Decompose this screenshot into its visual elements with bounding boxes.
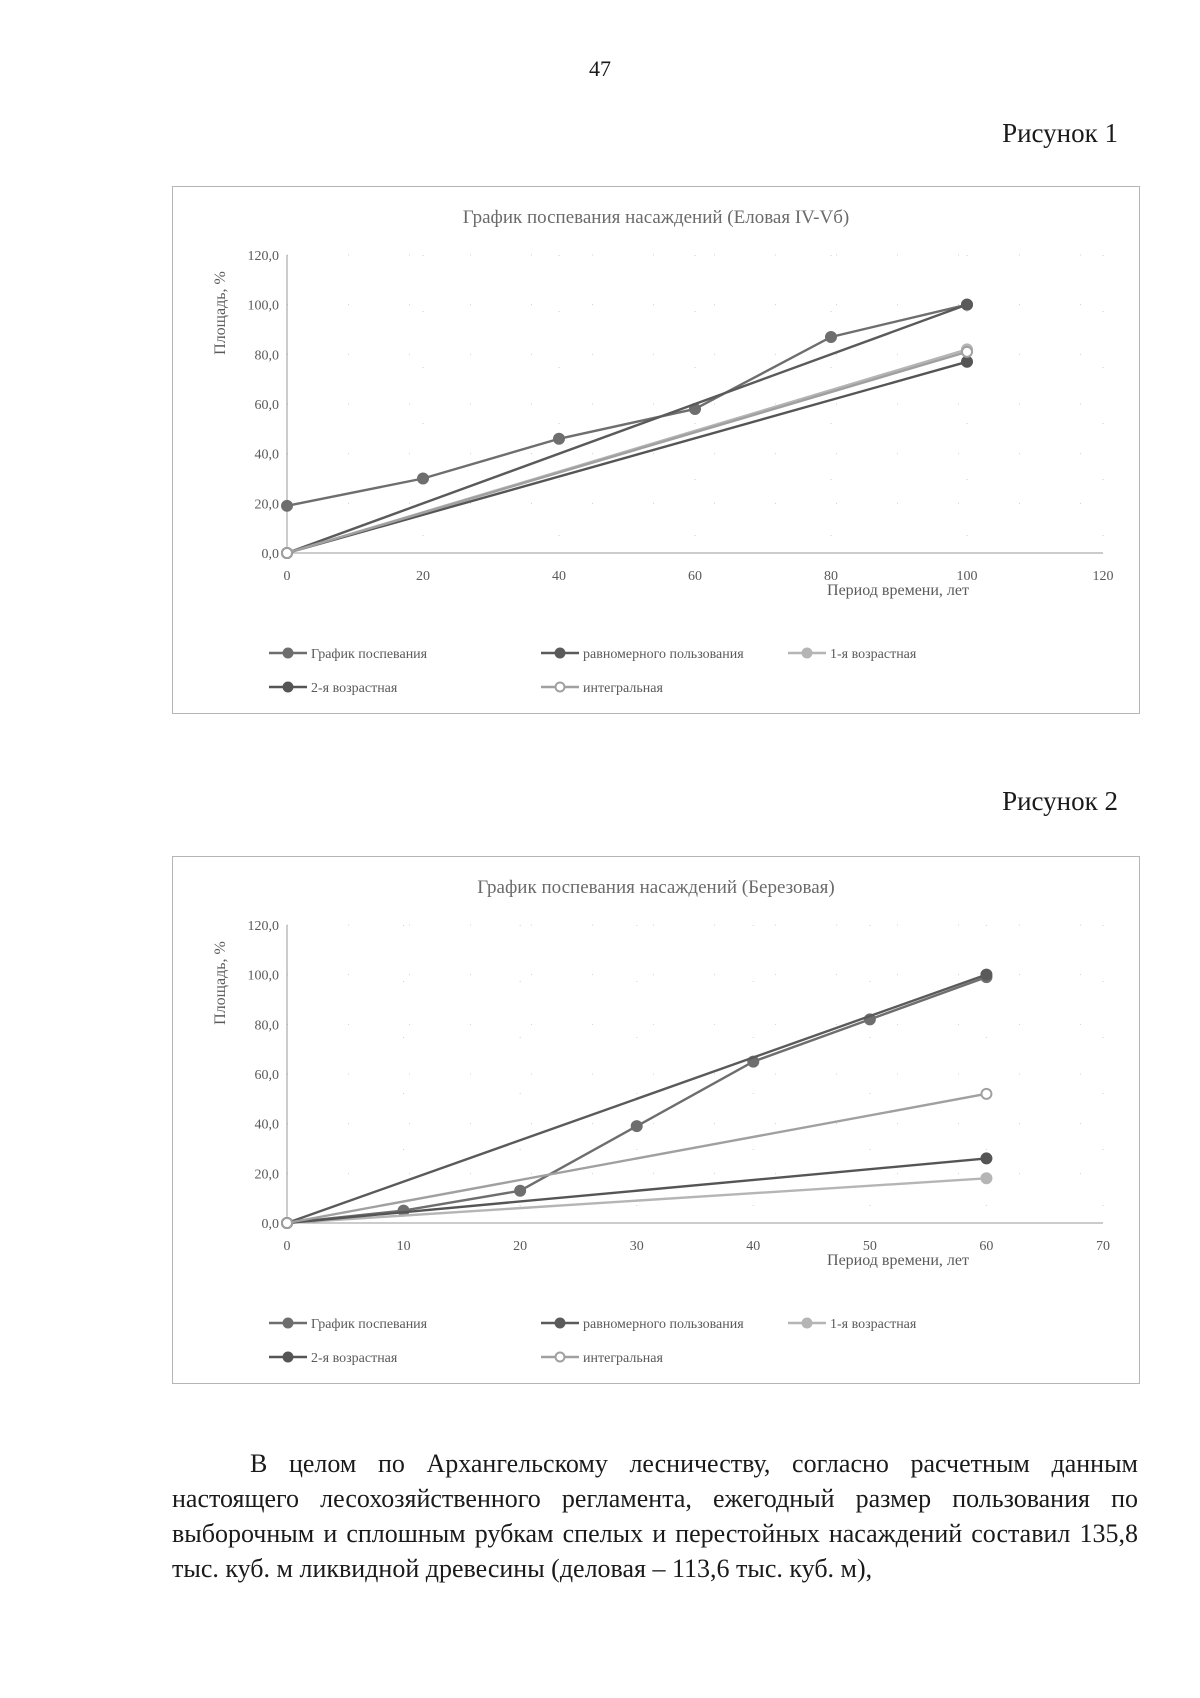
series-line — [287, 1158, 986, 1223]
y-tick-label: 40,0 — [254, 1117, 279, 1133]
y-tick-label: 100,0 — [247, 298, 279, 314]
body-paragraph: В целом по Архангельскому лесничеству, согласно расчетным данным настоящего лесохозяйственного регламента, ежегодный размер пользования по выборочным и сплошным рубкам спелых и перестойных насаждений составил 135,8 тыс. куб. м ликвидной древесины (деловая – 113,6 тыс. куб. м), — [172, 1449, 1138, 1583]
y-tick-label: 0,0 — [261, 547, 279, 562]
y-tick-label: 0,0 — [261, 1217, 279, 1232]
legend-entry: 1-я возрастная — [830, 647, 917, 662]
chart-spruce-svg — [173, 187, 1139, 713]
legend-swatch-marker — [803, 649, 812, 658]
legend-entry: интегральная — [583, 681, 663, 696]
x-tick-label: 0 — [283, 1239, 291, 1254]
series-point — [981, 1153, 991, 1163]
y-tick-label: 80,0 — [254, 348, 279, 364]
legend-swatch-marker — [284, 1353, 293, 1362]
x-tick-label: 40 — [552, 569, 566, 584]
series-point — [981, 1089, 991, 1099]
page-number: 47 — [589, 56, 611, 81]
x-tick-label: 30 — [629, 1239, 644, 1254]
x-tick-label: 60 — [688, 569, 702, 584]
series-point — [515, 1186, 525, 1196]
legend-entry: 1-я возрастная — [830, 1317, 917, 1332]
series-line — [287, 352, 967, 553]
x-tick-label: 100 — [956, 569, 978, 584]
x-tick-label: 120 — [1092, 569, 1114, 584]
series-point — [962, 347, 972, 357]
legend-entry: График поспевания — [311, 1317, 428, 1332]
x-tick-label: 0 — [283, 569, 291, 584]
x-tick-label: 20 — [513, 1239, 528, 1254]
legend-swatch-marker — [556, 1353, 565, 1362]
chart-title: График поспевания насаждений (Еловая IV-Vб) — [462, 207, 850, 228]
y-tick-label: 60,0 — [254, 398, 279, 413]
x-tick-label: 40 — [746, 1239, 761, 1254]
x-axis-title: Период времени, лет — [827, 1252, 969, 1269]
legend-entry: равномерного пользования — [583, 647, 744, 662]
legend-swatch-marker — [803, 1319, 812, 1328]
legend-swatch-marker — [284, 683, 293, 692]
y-tick-label: 80,0 — [254, 1018, 279, 1034]
legend-entry: График поспевания — [311, 647, 428, 662]
series-point — [962, 300, 972, 310]
y-axis-title: Площадь, % — [212, 941, 229, 1025]
series-point — [282, 1218, 292, 1228]
series-line — [287, 1094, 986, 1223]
y-tick-label: 40,0 — [254, 447, 279, 463]
series-point — [418, 474, 428, 484]
y-tick-label: 120,0 — [247, 249, 279, 264]
series-point — [981, 1173, 991, 1183]
series-point — [632, 1121, 642, 1131]
series-line — [287, 362, 967, 553]
legend-swatch-marker — [284, 1319, 293, 1328]
x-tick-label: 20 — [416, 569, 430, 584]
figure-1-label: Рисунок 1 — [1002, 118, 1118, 148]
chart-birch — [172, 856, 1140, 1384]
series-line — [287, 305, 967, 506]
series-point — [282, 548, 292, 558]
legend-entry: равномерного пользования — [583, 1317, 744, 1332]
series-line — [287, 305, 967, 553]
figure-2-label: Рисунок 2 — [1002, 786, 1118, 816]
legend-swatch-marker — [556, 683, 565, 692]
series-point — [826, 332, 836, 342]
y-tick-label: 60,0 — [254, 1068, 279, 1083]
series-point — [399, 1206, 409, 1216]
y-tick-label: 20,0 — [254, 1167, 279, 1183]
x-tick-label: 60 — [979, 1239, 994, 1254]
chart-birch-svg — [173, 857, 1139, 1383]
series-point — [282, 501, 292, 511]
series-point — [981, 970, 991, 980]
x-tick-label: 80 — [824, 569, 838, 584]
x-tick-label: 50 — [862, 1239, 877, 1254]
legend-entry: 2-я возрастная — [311, 1351, 398, 1366]
series-point — [962, 357, 972, 367]
x-tick-label: 70 — [1096, 1239, 1110, 1254]
legend-swatch-marker — [556, 1319, 565, 1328]
y-axis-title: Площадь, % — [212, 271, 229, 355]
legend-swatch-marker — [556, 649, 565, 658]
y-tick-label: 20,0 — [254, 497, 279, 513]
legend-entry: интегральная — [583, 1351, 663, 1366]
series-point — [554, 434, 564, 444]
chart-title: График поспевания насаждений (Березовая) — [477, 877, 835, 898]
legend-swatch-marker — [284, 649, 293, 658]
y-tick-label: 100,0 — [247, 968, 279, 984]
x-axis-title: Период времени, лет — [827, 582, 969, 599]
x-tick-label: 10 — [396, 1239, 411, 1254]
y-tick-label: 120,0 — [247, 919, 279, 934]
chart-spruce — [172, 186, 1140, 714]
legend-entry: 2-я возрастная — [311, 681, 398, 696]
